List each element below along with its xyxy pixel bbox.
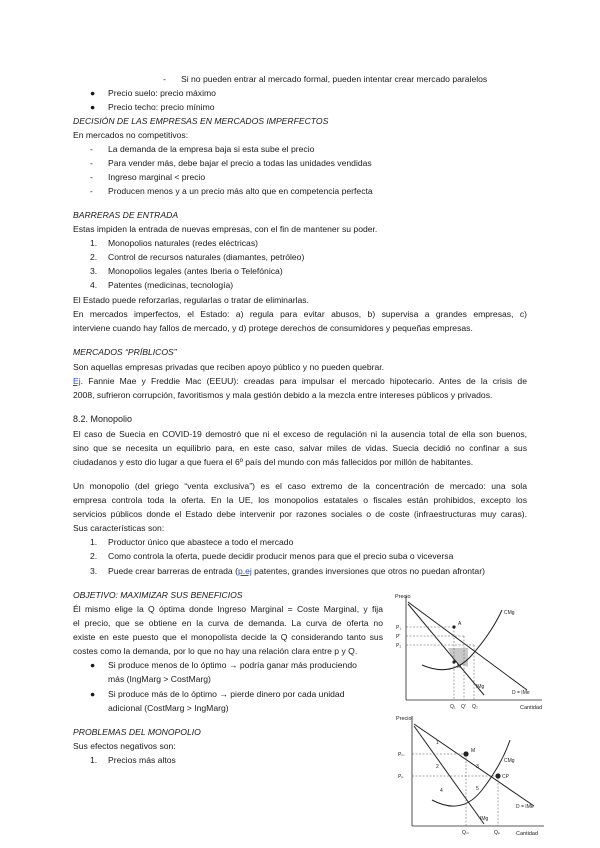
point-label: A [458, 621, 462, 627]
paragraph: En mercados no competitivos: [73, 130, 189, 140]
section-heading-problemas: PROBLEMAS DEL MONOPOLIO [73, 727, 201, 737]
paragraph: 2008, sufrieron corrupción, favoritismos y mala gestión debido a la mezcla entre intereses públicos y privados. [73, 390, 493, 400]
section-heading-barreras: BARRERAS DE ENTRADA [73, 210, 179, 220]
numbered-item: 3. Puede crear barreras de entrada (p.ej patentes, grandes inversiones que otros no puedan afrontar) [90, 566, 485, 576]
quantity-label: Q₂ [472, 704, 478, 710]
monopoly-point [463, 751, 468, 756]
paragraph: El Estado puede reforzarlas, regularlas o tratar de eliminarlas. [73, 295, 309, 305]
dash-list-item: - Si no pueden entrar al mercado formal, pueden intentar crear mercado paralelos [163, 74, 488, 84]
price-label: P₁ [396, 625, 402, 631]
paragraph: Sus características son: [73, 523, 165, 533]
numbered-item: 3. Monopolios legales (antes Iberia o Telefónica) [90, 266, 283, 276]
marginal-revenue-curve [414, 726, 484, 824]
area-label: 4 [440, 788, 443, 794]
numbered-item: 1. Monopolios naturales (redes eléctricas) [90, 238, 258, 248]
paragraph: Un monopolio (del griego “venta exclusiva”) es el caso extremo de la concentración de mercado: una sola [73, 481, 527, 491]
area-label: 2 [436, 764, 439, 770]
numbered-item: 2. Como controla la oferta, puede decidir producir menos para que el precio suba o viceversa [90, 551, 454, 561]
y-axis-label: Precio [395, 594, 411, 600]
section-heading-monopolio: 8.2. Monopolio [73, 414, 133, 424]
paragraph: servicios públicos donde el Estado debe intervenir por razones sociales o de coste (infraestructuras muy caras). [73, 509, 527, 519]
quantity-label: Q₁ [450, 704, 456, 710]
x-axis-label: Cantidad [520, 705, 543, 711]
section-heading-priblicos: MERCADOS “PRÍBLICOS” [73, 347, 177, 357]
x-axis-label: Cantidad [516, 831, 539, 837]
section-heading-decision: DECISIÓN DE LAS EMPRESAS EN MERCADOS IMPERFECTOS [73, 116, 329, 126]
bullet-item: ● Precio techo: precio mínimo [90, 102, 215, 112]
demand-curve [414, 724, 534, 806]
price-label: P₂ [396, 643, 402, 649]
numbered-item: 1. Productor único que abastece a todo el mercado [90, 537, 294, 547]
pej-link[interactable]: p.ej [237, 566, 252, 576]
dash-list-item: - Para vender más, debe bajar el precio a todas las unidades vendidas [90, 158, 372, 168]
monopoly-equilibrium-graph [392, 590, 544, 712]
y-axis-label: Precio [396, 716, 412, 722]
quantity-label: Qₘ [462, 830, 470, 836]
numbered-item: 4. Patentes (medicinas, tecnología) [90, 280, 234, 290]
paragraph: En mercados imperfectos, el Estado: a) regula para evitar abusos, b) supervisa a grandes empresas, c) [73, 309, 527, 319]
point-marker [452, 660, 455, 663]
price-label: Pₚ [398, 774, 404, 780]
curve-label: D = IMe [512, 690, 530, 696]
bullet-item: ● Si produce menos de lo óptimo → podría ganar más produciendo [90, 660, 357, 670]
bullet-item: ● Si produce más de lo óptimo → pierde dinero por cada unidad [90, 689, 345, 699]
paragraph: Ej. Fannie Mae y Freddie Mac (EEUU): creadas para impulsar el mercado hipotecario. Antes de la crisis de [73, 376, 527, 386]
price-label: Pₘ [398, 752, 405, 758]
dash-list-item: - La demanda de la empresa baja si esta sube el precio [90, 144, 315, 154]
monopoly-vs-competition-graph [392, 710, 546, 838]
point-label: M [471, 748, 476, 754]
dash-list-item: - Producen menos y a un precio más alto que en competencia perfecta [90, 186, 373, 196]
paragraph: Estas impiden la entrada de nuevas empresas, con el fin de mantener su poder. [73, 224, 378, 234]
paragraph: empresa controla toda la oferta. En la UE, los monopolios estatales o fiscales están prohibidos, excepto los [73, 495, 527, 505]
paragraph: El caso de Suecia en COVID-19 demostró que ni el exceso de regulación ni la ausencia total de ella son buenos, [73, 429, 527, 439]
curve-label: CMg [504, 610, 515, 616]
paragraph: ciudadanos y esto dio lugar a que fuera el 6º país del mundo con más fallecidos por millón de habitantes. [73, 457, 474, 467]
area-label: 5 [476, 786, 479, 792]
point-label: CP [502, 774, 509, 780]
area-label: 1 [436, 740, 439, 746]
paragraph: Él mismo elige la Q óptima donde Ingreso Marginal = Coste Marginal, y fija [73, 604, 383, 614]
numbered-item: 2. Control de recursos naturales (diamantes, petróleo) [90, 252, 305, 262]
bullet-item: ● Precio suelo: precio máximo [90, 88, 216, 98]
price-label: P' [396, 634, 401, 640]
curve-label: D = IMe [516, 804, 534, 810]
area-label: 3 [476, 764, 479, 770]
quantity-label: Q' [461, 704, 466, 710]
competition-point [495, 773, 500, 778]
point-marker [452, 625, 455, 628]
section-heading-objetivo: OBJETIVO: MAXIMIZAR SUS BENEFICIOS [73, 590, 243, 600]
paragraph: interviene cuando hay fallos de mercado, y d) protege derechos de consumidores y pequeñas empresas. [73, 323, 473, 333]
bullet-continuation: adicional (CostMarg > IngMarg) [108, 703, 229, 713]
quantity-label: Qₚ [494, 830, 501, 836]
numbered-item: 1. Precios más altos [90, 755, 176, 765]
point-label: M [457, 664, 462, 670]
dash-list-item: - Ingreso marginal < precio [90, 172, 206, 182]
paragraph: Son aquellas empresas privadas que reciben apoyo público y no pueden quebrar. [73, 362, 385, 372]
bullet-continuation: más (IngMarg > CostMarg) [108, 674, 211, 684]
paragraph: sino que se necesita un equilibrio para, en este caso, salvar miles de vidas. Suecia decidió no confinar a sus [73, 443, 527, 453]
paragraph: el precio, que se obtiene en la curva de demanda. La curva de oferta no [73, 618, 383, 628]
ej-link[interactable]: Ej [73, 376, 81, 386]
curve-label: IMg [476, 684, 485, 690]
paragraph: costes como la demanda, por lo que no hay una relación clara entre p y Q. [73, 646, 358, 656]
curve-label: CMg [504, 758, 515, 764]
paragraph: existe en este puesto que el monopolista decide la Q considerando tanto sus [73, 632, 383, 642]
curve-label: IMg [480, 816, 489, 822]
paragraph: Sus efectos negativos son: [73, 741, 176, 751]
